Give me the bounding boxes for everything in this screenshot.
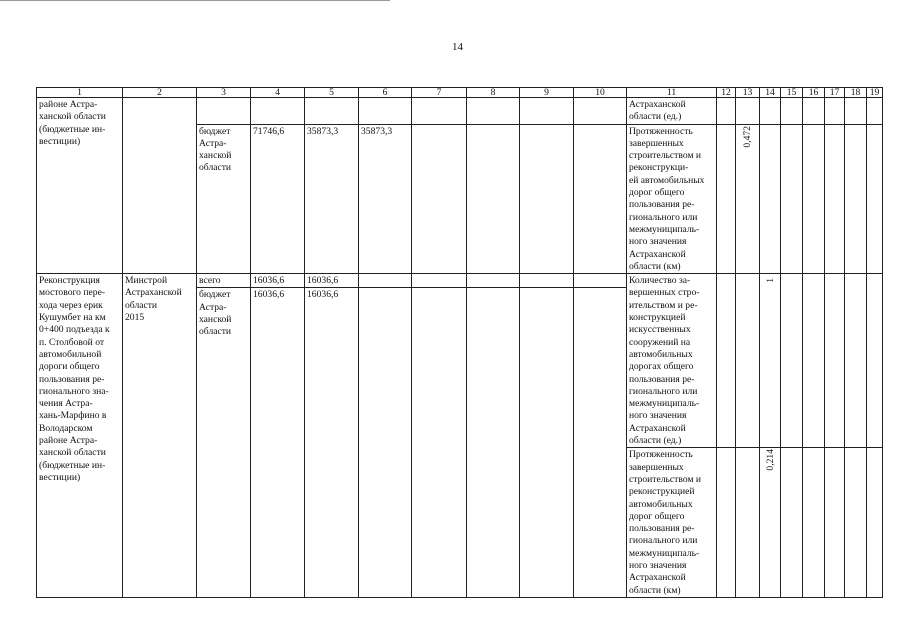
- table-cell: [760, 98, 781, 125]
- table-cell: [845, 448, 867, 598]
- table-cell: [803, 98, 825, 125]
- table-cell: [867, 98, 883, 125]
- table-cell: [760, 124, 781, 274]
- table-cell: [736, 274, 760, 448]
- table-cell: [520, 124, 574, 274]
- table-cell: [717, 98, 736, 125]
- amount-cell: 35873,3: [359, 124, 412, 274]
- table-row: [37, 98, 883, 125]
- measure-name-cell: районе Астра- ханской области (бюджетные ин- вестиции): [37, 98, 123, 274]
- header-cell: 11: [627, 88, 717, 98]
- responsible-cell: Минстрой Астраханской области 2015: [123, 274, 197, 598]
- table-cell: [825, 98, 845, 125]
- header-cell: 4: [251, 88, 305, 98]
- table-cell: [520, 98, 574, 125]
- table-cell: [717, 274, 736, 448]
- funding-source-cell: бюджет Астра- ханской области: [197, 288, 251, 597]
- measure-name-cell: Реконструкция мостового пере- хода через ерик Кушумбет на км 0+400 подъезда к п. Столбовой от автомобильной дороги общего пользования ре- гионального зна- чения Астра- хань-Марфино в Володарском районе Астра- ханской области (бюджетные ин- вестиции): [37, 274, 123, 598]
- header-cell: 5: [305, 88, 359, 98]
- table-cell: [467, 124, 520, 274]
- table-cell: [717, 124, 736, 274]
- amount-cell: 35873,3: [305, 124, 359, 274]
- indicator-cell: Протяженность завершенных строительством и реконструкцией автомобильных дорог общего пользования ре- гионального или межмуниципаль- ного значения Астраханской области (км): [627, 448, 717, 598]
- table-cell: [359, 274, 412, 288]
- indicator-cell: Астраханской области (ед.): [627, 98, 717, 125]
- table-cell: [781, 448, 803, 598]
- indicator-value-cell: [760, 448, 781, 598]
- header-cell: 3: [197, 88, 251, 98]
- amount-cell: 16036,6: [251, 288, 305, 597]
- header-cell: 8: [467, 88, 520, 98]
- table-cell: [574, 288, 627, 597]
- table-cell: [574, 274, 627, 288]
- table-cell: [867, 448, 883, 598]
- amount-cell: 16036,6: [305, 274, 359, 288]
- header-cell: 17: [825, 88, 845, 98]
- table-cell: [825, 274, 845, 448]
- table-cell: [867, 124, 883, 274]
- header-cell: 10: [574, 88, 627, 98]
- table-cell: [359, 98, 412, 125]
- top-rule: [0, 0, 390, 1]
- table-cell: [825, 124, 845, 274]
- indicator-value-cell: [760, 274, 781, 448]
- table-cell: [736, 98, 760, 125]
- responsible-cell: [123, 98, 197, 274]
- table-cell: [412, 288, 467, 597]
- funding-source-cell: бюджет Астра- ханской области: [197, 124, 251, 274]
- funding-source-cell: всего: [197, 274, 251, 288]
- header-cell: 15: [781, 88, 803, 98]
- amount-cell: 16036,6: [305, 288, 359, 597]
- header-cell: 19: [867, 88, 883, 98]
- table-cell: [467, 274, 520, 288]
- indicator-value: 0,214: [764, 449, 776, 471]
- table-cell: [825, 448, 845, 598]
- header-row: [37, 88, 883, 98]
- table-cell: [845, 274, 867, 448]
- table-cell: [412, 124, 467, 274]
- page-number: 14: [452, 41, 463, 53]
- table-cell: [574, 124, 627, 274]
- header-cell: 12: [717, 88, 736, 98]
- indicator-cell: Количество за- вершенных стро- ительством и ре- конструкцией искусственных сооружений на автомобильных дорогах общего пользования ре- гионального или межмуниципаль- ного значения Астраханской области (ед.): [627, 274, 717, 448]
- table-cell: [520, 274, 574, 288]
- header-cell: 14: [760, 88, 781, 98]
- amount-cell: 16036,6: [251, 274, 305, 288]
- table-cell: [520, 288, 574, 597]
- table-row: [37, 274, 883, 288]
- table-cell: [867, 274, 883, 448]
- indicator-cell: Протяженность завершенных строительством и реконструкци- ей автомобильных дорог общего пользования ре- гионального или межмуниципаль- ного значения Астраханской области (км): [627, 124, 717, 274]
- header-cell: 7: [412, 88, 467, 98]
- header-cell: 18: [845, 88, 867, 98]
- table-cell: [359, 288, 412, 597]
- table-cell: [412, 98, 467, 125]
- table-cell: [845, 98, 867, 125]
- indicator-value: 1: [764, 278, 776, 284]
- indicator-value-cell: [736, 124, 760, 274]
- table-cell: [251, 98, 305, 125]
- header-cell: 13: [736, 88, 760, 98]
- table-cell: [781, 124, 803, 274]
- table-cell: [197, 98, 251, 125]
- table-cell: [467, 288, 520, 597]
- table-cell: [467, 98, 520, 125]
- table-cell: [574, 98, 627, 125]
- header-cell: 16: [803, 88, 825, 98]
- table-cell: [412, 274, 467, 288]
- indicator-value: 0,472: [742, 125, 753, 148]
- amount-cell: 71746,6: [251, 124, 305, 274]
- program-table: [36, 87, 883, 598]
- table-cell: [803, 274, 825, 448]
- table-cell: [717, 448, 736, 598]
- table-cell: [781, 98, 803, 125]
- header-cell: 9: [520, 88, 574, 98]
- table-cell: [736, 448, 760, 598]
- header-cell: 6: [359, 88, 412, 98]
- header-cell: 2: [123, 88, 197, 98]
- table-cell: [845, 124, 867, 274]
- header-cell: 1: [37, 88, 123, 98]
- table-cell: [803, 448, 825, 598]
- table-cell: [781, 274, 803, 448]
- table-cell: [803, 124, 825, 274]
- table-cell: [305, 98, 359, 125]
